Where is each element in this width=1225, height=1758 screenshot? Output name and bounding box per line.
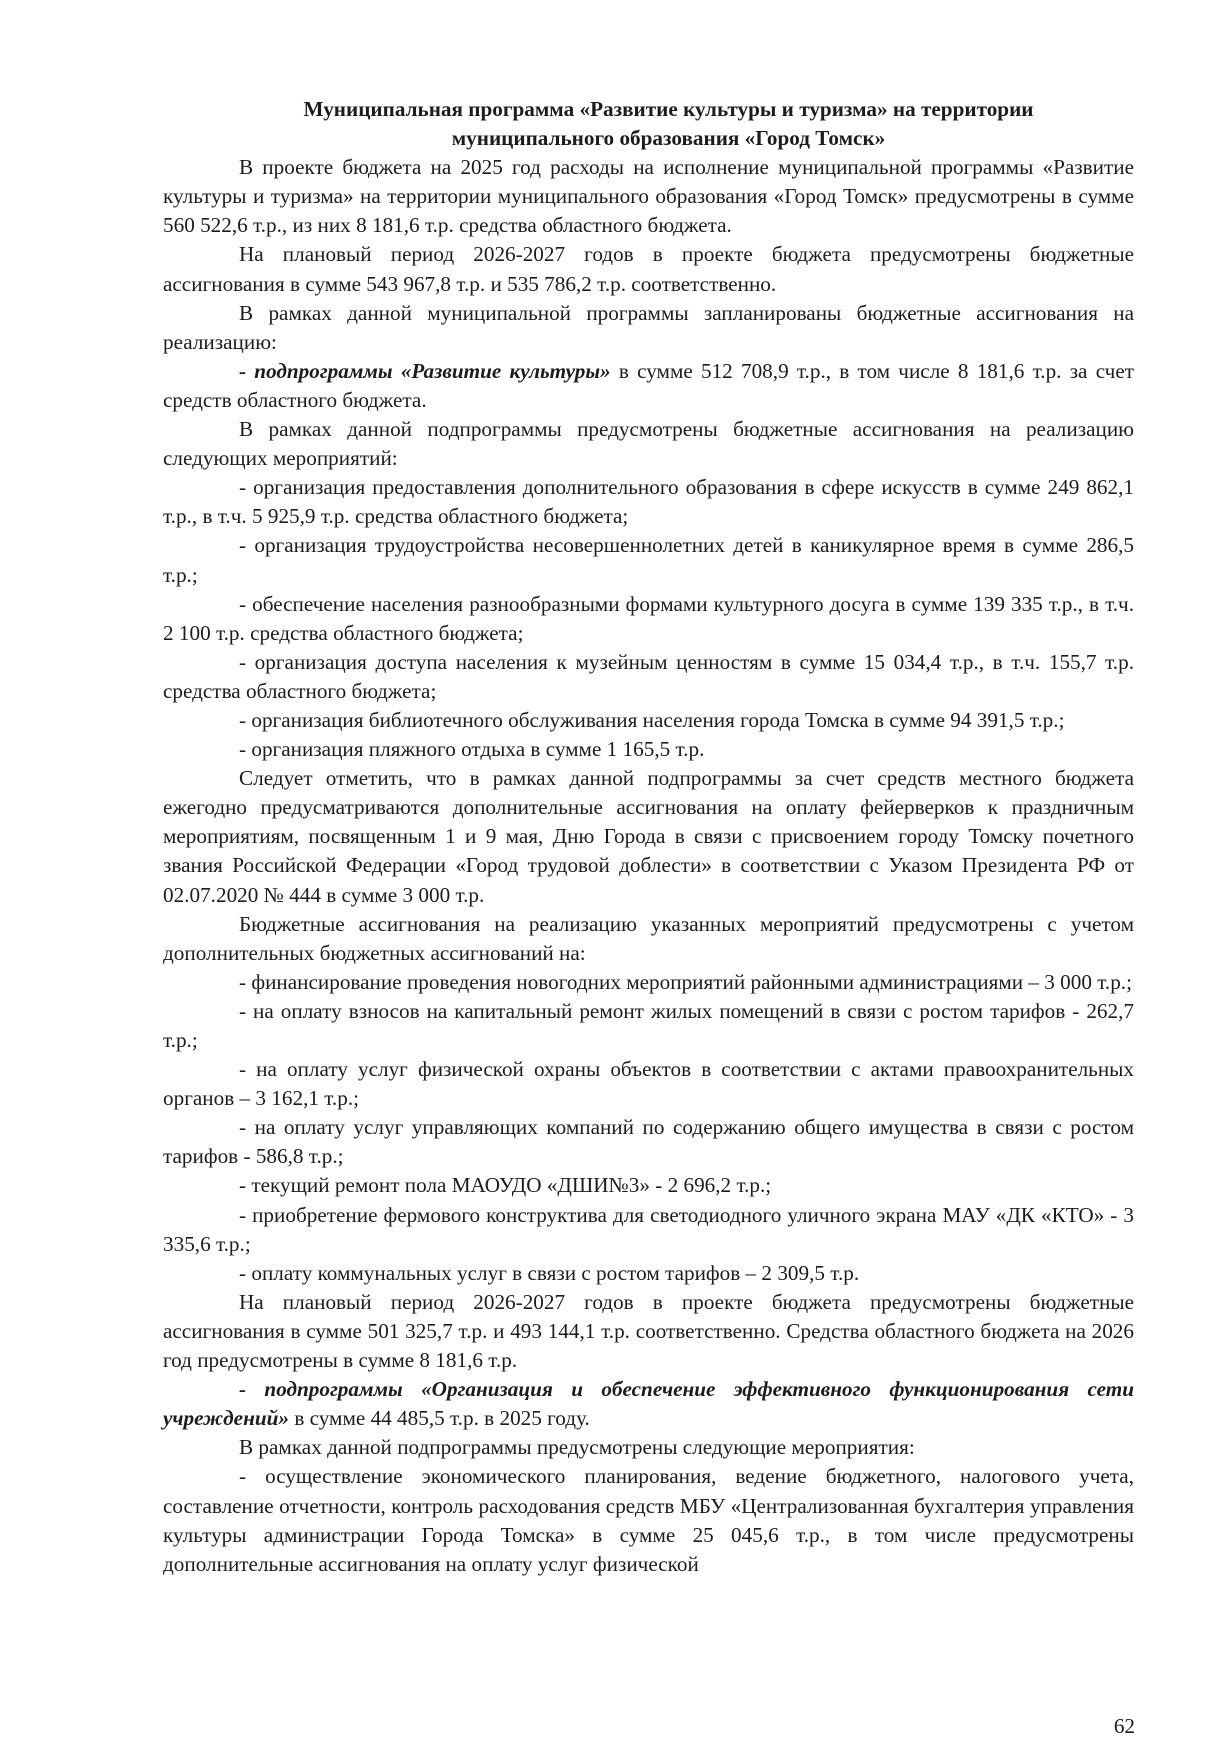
list-item: - организация трудоустройства несовершеннолетних детей в каникулярное время в сумме 286,5 т.р.; xyxy=(163,533,1134,587)
title-line-1: Муниципальная программа «Развитие культуры и туризма» на территории xyxy=(303,97,1034,121)
list-item: - организация предоставления дополнительного образования в сфере искусств в сумме 249 862,1 т.р., в т.ч. 5 925,9 т.р. средства областного бюджета; xyxy=(163,475,1134,529)
list-item: - на оплату услуг управляющих компаний по содержанию общего имущества в связи с ростом тарифов - 586,8 т.р.; xyxy=(163,1115,1134,1169)
list-item: - организация пляжного отдыха в сумме 1 165,5 т.р. xyxy=(239,737,705,762)
list-item: - финансирование проведения новогодних мероприятий районными администрациями – 3 000 т.р.; xyxy=(239,969,1132,994)
list-item: - организация доступа населения к музейным ценностям в сумме 15 034,4 т.р., в т.ч. 155,7 т.р. средства областного бюджета; xyxy=(163,649,1134,703)
paragraph: На плановый период 2026-2027 годов в проекте бюджета предусмотрены бюджетные ассигнования в сумме 543 967,8 т.р. и 535 786,2 т.р. соответственно. xyxy=(163,242,1134,296)
paragraph: В рамках данной муниципальной программы запланированы бюджетные ассигнования на реализацию: xyxy=(163,300,1134,354)
list-item: - на оплату услуг физической охраны объектов в соответствии с актами правоохранительных органов – 3 162,1 т.р.; xyxy=(163,1057,1134,1111)
paragraph: В рамках данной подпрограммы предусмотрены следующие мероприятия: xyxy=(239,1435,915,1460)
paragraph: Бюджетные ассигнования на реализацию указанных мероприятий предусмотрены с учетом дополнительных бюджетных ассигнований на: xyxy=(163,911,1134,965)
list-item: - текущий ремонт пола МАОУДО «ДШИ№3» - 2 696,2 т.р.; xyxy=(239,1173,772,1198)
list-item: - организация библиотечного обслуживания населения города Томска в сумме 94 391,5 т.р.; xyxy=(239,707,1065,732)
subprogram-culture-label: - подпрограммы «Развитие культуры» xyxy=(239,358,611,383)
subprogram-network-text: в сумме 44 485,5 т.р. в 2025 году. xyxy=(289,1406,590,1431)
subprogram-network-paragraph xyxy=(163,1375,1134,1433)
paragraph: В рамках данной подпрограммы предусмотрены бюджетные ассигнования на реализацию следующих мероприятий: xyxy=(163,417,1134,471)
paragraph: В проекте бюджета на 2025 год расходы на исполнение муниципальной программы «Развитие культуры и туризма» на территории муниципального образования «Город Томск» предусмотрены в сумме 560 522,6 т.р., из них 8 181,6 т.р. средства областного бюджета. xyxy=(163,155,1134,238)
title-line-2: муниципального образования «Город Томск» xyxy=(451,126,886,151)
document-title xyxy=(163,95,1134,153)
list-item: - оплату коммунальных услуг в связи с ростом тарифов – 2 309,5 т.р. xyxy=(239,1260,860,1285)
list-item: - осуществление экономического планирования, ведение бюджетного, налогового учета, составление отчетности, контроль расходования средств МБУ «Централизованная бухгалтерия управления культуры администрации Города Томска» в сумме 25 045,6 т.р., в том числе предусмотрены дополнительные ассигнования на оплату услуг физической xyxy=(163,1464,1134,1576)
paragraph: На плановый период 2026-2027 годов в проекте бюджета предусмотрены бюджетные ассигнования в сумме 501 325,7 т.р. и 493 144,1 т.р. соответственно. Средства областного бюджета на 2026 год предусмотрены в сумме 8 181,6 т.р. xyxy=(163,1289,1134,1373)
list-item: - приобретение фермового конструктива для светодиодного уличного экрана МАУ «ДК «КТО» - 3 335,6 т.р.; xyxy=(163,1202,1134,1256)
page-number: 62 xyxy=(1113,1714,1135,1738)
subprogram-network-label: - подпрограммы «Организация и обеспечение эффективного функционирования сети учреждений» xyxy=(163,1377,1134,1431)
document-body xyxy=(163,95,1134,1579)
subprogram-culture-paragraph xyxy=(163,357,1134,415)
subprogram-culture-text: в сумме 512 708,9 т.р., в том числе 8 181,6 т.р. за счет средств областного бюджета. xyxy=(163,358,1134,412)
paragraph: Следует отметить, что в рамках данной подпрограммы за счет средств местного бюджета ежегодно предусматриваются дополнительные ассигнования на оплату фейерверков к праздничным мероприятиям, посвященным 1 и 9 мая, Дню Города в связи с присвоением городу Томску почетного звания Российской Федерации «Город трудовой доблести» в соответствии с Указом Президента РФ от 02.07.2020 № 444 в сумме 3 000 т.р. xyxy=(163,766,1134,907)
list-item: - на оплату взносов на капитальный ремонт жилых помещений в связи с ростом тарифов - 262,7 т.р.; xyxy=(163,998,1134,1052)
list-item: - обеспечение населения разнообразными формами культурного досуга в сумме 139 335 т.р., в т.ч. 2 100 т.р. средства областного бюджета; xyxy=(163,591,1134,645)
